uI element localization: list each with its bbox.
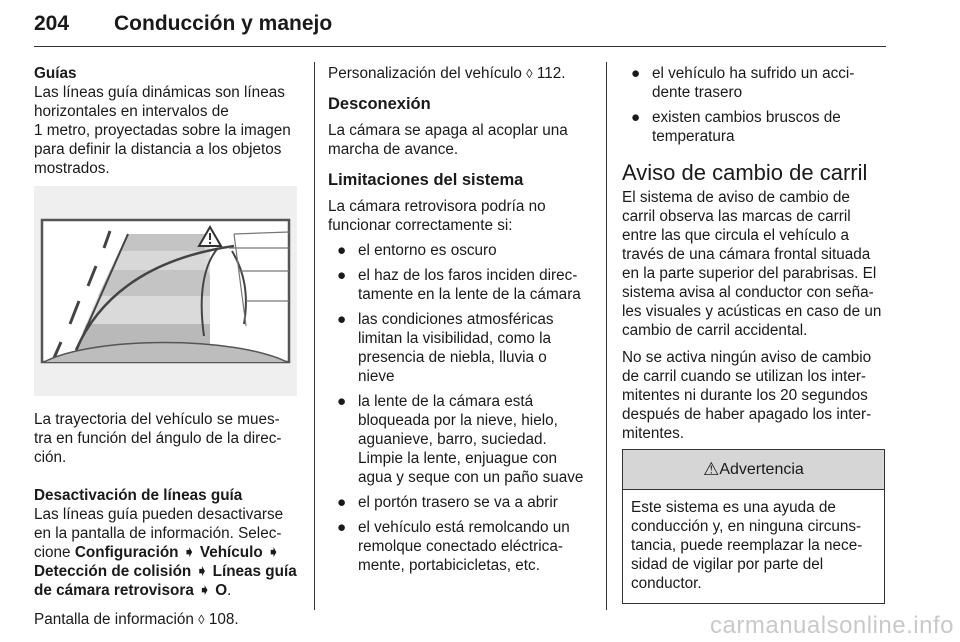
guias-line: Las líneas guía dinámicas son líneas bbox=[34, 84, 285, 101]
personalizacion-page: 112. bbox=[536, 65, 566, 82]
menu-camara: de cámara retrovisora bbox=[34, 582, 194, 599]
aviso-line: través de una cámara frontal situada bbox=[622, 246, 871, 263]
menu-path-line bbox=[34, 581, 304, 600]
desactivacion-heading: Desactivación de líneas guía bbox=[34, 487, 243, 504]
list-item: ● el vehículo ha sufrido un acci- dente trasero bbox=[631, 65, 855, 101]
desactivacion-line: en la pantalla de información. Selec- bbox=[34, 525, 282, 542]
personalizacion-text: Personalización del vehículo bbox=[328, 65, 522, 82]
column-divider-1 bbox=[314, 62, 315, 610]
trayectoria-line: La trayectoria del vehículo se mues- bbox=[34, 411, 280, 428]
pantalla-text: Pantalla de información bbox=[34, 611, 194, 628]
aviso-line: cambio de carril accidental. bbox=[622, 322, 808, 339]
header-rule bbox=[34, 46, 886, 47]
warning-line: Este sistema es una ayuda de bbox=[631, 499, 836, 516]
guias-line: horizontales en intervalos de bbox=[34, 103, 229, 120]
arrow-icon: ➧ bbox=[195, 563, 209, 580]
section-title: Conducción y manejo bbox=[114, 12, 333, 35]
no-activa-line: No se activa ningún aviso de cambio bbox=[622, 349, 872, 366]
arrow-icon: ➧ bbox=[267, 544, 280, 561]
guias-line: para definir la distancia a los objetos bbox=[34, 141, 282, 158]
list-item: ● el haz de los faros inciden direc- tamente en la lente de la cámara bbox=[337, 267, 581, 303]
no-activa-line: de carril cuando se utilizan los inter- bbox=[622, 368, 867, 385]
warning-icon: ⚠ bbox=[703, 459, 720, 479]
bullet: ● bbox=[337, 494, 347, 511]
aviso-line: les visuales y acústicas en caso de un bbox=[622, 303, 882, 320]
menu-path-line bbox=[34, 543, 304, 562]
column-1-lower bbox=[34, 410, 304, 629]
no-activa-line: mitentes ni durante los 20 segundos bbox=[622, 387, 868, 404]
list-item: ● existen cambios bruscos de temperatura bbox=[631, 109, 841, 145]
list-item: ● el entorno es oscuro bbox=[337, 242, 497, 259]
desconexion-line: La cámara se apaga al acoplar una bbox=[328, 122, 568, 139]
page-ref-icon: ◊ bbox=[198, 612, 205, 627]
watermark: carmanualsonline.info bbox=[710, 612, 954, 639]
menu-vehiculo: Vehículo bbox=[199, 544, 263, 561]
desconexion-heading: Desconexión bbox=[328, 95, 431, 113]
warning-header bbox=[623, 450, 884, 490]
limitaciones-heading: Limitaciones del sistema bbox=[328, 171, 524, 189]
menu-configuracion: Configuración bbox=[74, 544, 179, 561]
column-divider-2 bbox=[606, 62, 607, 610]
guidelines-illustration bbox=[34, 186, 297, 396]
aviso-line: El sistema de aviso de cambio de bbox=[622, 189, 850, 206]
menu-deteccion: Detección de colisión bbox=[34, 563, 192, 580]
bullet: ● bbox=[337, 242, 347, 259]
list-item: ● la lente de la cámara está bloqueada por la nieve, hielo, aguanieve, barro, suciedad. Limpie la lente, enjuague con agua y seque con un paño suave bbox=[337, 393, 584, 486]
menu-lineas-guia: Líneas guía bbox=[212, 563, 297, 580]
select-prefix: cione bbox=[34, 544, 75, 561]
list-item: ● las condiciones atmosféricas limitan la visibilidad, como la presencia de niebla, lluvia o nieve bbox=[337, 311, 554, 385]
trayectoria-line: ción. bbox=[34, 449, 67, 466]
aviso-line: carril observa las marcas de carril bbox=[622, 208, 851, 225]
menu-off-symbol: O bbox=[215, 582, 228, 599]
bullet: ● bbox=[337, 393, 347, 410]
list-item: ● el vehículo está remolcando un remolque conectado eléctrica- mente, portabicicletas, etc. bbox=[337, 519, 570, 574]
desactivacion-line: Las líneas guía pueden desactivarse bbox=[34, 506, 284, 523]
menu-path-line bbox=[34, 562, 304, 581]
no-activa-line: después de haber apagado los inter- bbox=[622, 406, 872, 423]
limitaciones-list-continued bbox=[622, 64, 890, 146]
list-item: ● el portón trasero se va a abrir bbox=[337, 494, 558, 511]
period: . bbox=[227, 582, 232, 599]
column-3 bbox=[622, 64, 890, 604]
warning-title: Advertencia bbox=[719, 461, 804, 478]
warning-body bbox=[623, 490, 884, 603]
bullet: ● bbox=[631, 109, 641, 126]
trayectoria-line: tra en función del ángulo de la direc- bbox=[34, 430, 282, 447]
rear-camera-guidelines-figure bbox=[34, 186, 297, 396]
warning-line: conducción y, en ninguna circuns- bbox=[631, 518, 862, 535]
arrow-icon: ➧ bbox=[198, 582, 211, 599]
column-2 bbox=[328, 64, 598, 575]
no-activa-line: mitentes. bbox=[622, 425, 685, 442]
page-number: 204 bbox=[34, 12, 70, 35]
warning-line: tancia, puede reemplazar la nece- bbox=[631, 537, 863, 554]
aviso-line: sistema avisa al conductor con seña- bbox=[622, 284, 874, 301]
aviso-line: en la parte superior del parabrisas. El bbox=[622, 265, 877, 282]
warning-line: conductor. bbox=[631, 575, 702, 592]
arrow-icon: ➧ bbox=[182, 544, 196, 561]
warning-box bbox=[622, 449, 885, 604]
warning-line: sidad de vigilar por parte del bbox=[631, 556, 824, 573]
personalizacion-ref-line bbox=[328, 64, 598, 83]
limitaciones-intro: funcionar correctamente si: bbox=[328, 217, 513, 234]
bullet: ● bbox=[337, 311, 347, 328]
page-ref-icon: ◊ bbox=[526, 66, 533, 81]
aviso-heading: Aviso de cambio de carril bbox=[622, 160, 868, 185]
aviso-line: entre las que circula el vehículo a bbox=[622, 227, 850, 244]
guias-line: mostrados. bbox=[34, 160, 110, 177]
limitaciones-intro: La cámara retrovisora podría no bbox=[328, 198, 546, 215]
bullet: ● bbox=[337, 519, 347, 536]
bullet: ● bbox=[337, 267, 347, 284]
pantalla-page: 108. bbox=[208, 611, 239, 628]
guias-line: 1 metro, proyectadas sobre la imagen bbox=[34, 122, 291, 139]
desconexion-line: marcha de avance. bbox=[328, 141, 459, 158]
guias-heading: Guías bbox=[34, 65, 77, 82]
page-header bbox=[34, 6, 886, 44]
limitaciones-list bbox=[328, 241, 598, 575]
bullet: ● bbox=[631, 65, 641, 82]
pantalla-ref-line bbox=[34, 610, 304, 629]
column-1 bbox=[34, 64, 302, 178]
